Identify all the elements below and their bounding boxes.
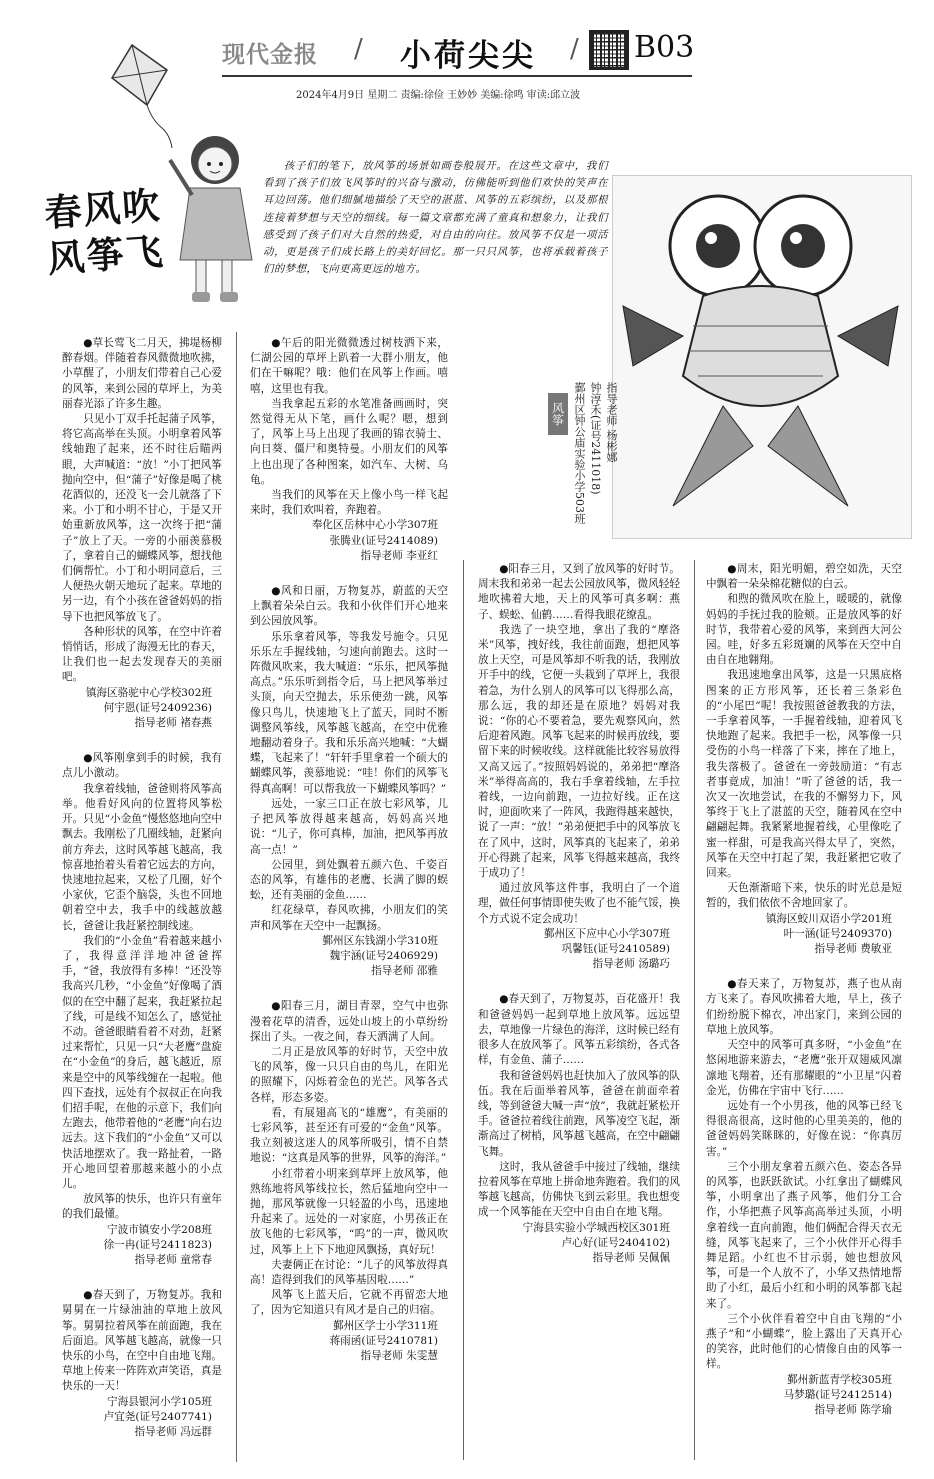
article-author: 魏宇涵(证号2406929)	[329, 949, 438, 962]
masthead	[222, 28, 742, 72]
article-teacher: 指导老师 汤璐巧	[592, 958, 670, 971]
article-teacher: 指导老师 陈学瑜	[814, 1403, 892, 1416]
divider-slash: /	[354, 34, 363, 64]
page-number: B03	[634, 30, 695, 65]
article-school: 宁海县银河小学105班	[107, 1395, 212, 1408]
article-teacher: 指导老师 冯远群	[134, 1426, 212, 1439]
qr-code-icon[interactable]	[589, 30, 629, 70]
goldfish-kite-icon	[613, 176, 911, 538]
article-author: 卢心好(证号2404102)	[561, 1236, 670, 1249]
section-title: 小荷尖尖	[400, 38, 536, 74]
divider-slash: /	[570, 34, 579, 64]
article-school: 鄞州区学士小学311班	[333, 1319, 438, 1332]
article: ●风筝刚拿到手的时候，我有点儿小激动。 我拿着线轴，爸爸则将风筝高举。他看好风向的位置将风筝松开。只见“小金鱼”慢悠悠地向空中飘去。我刚松了几圈线轴，赶紧向前方奔去，这时风筝越飞越高，我惊喜地抬着头看着它远去的方向，快速地拉起来，又松了几圈，好个小家伙，它歪个脑袋，头也不回地朝着空中去，我手中的线越放越长，爸爸让我赶紧控制线速。 我们的“小金鱼”看着越来越小了，我得意洋洋地冲爸爸挥手，“爸，我放得有多棒！”还没等我高兴几秒，“小金鱼”好像喝了酒似的在空中翻了起来，我赶紧拉起了线，可是线不知怎么了，感觉扯不动。爸爸眼睛看着不对劲，赶紧过来帮忙，只见一只“大老鹰”盘旋在“小金鱼”的身后，越飞越近，原来是空中的风筝线缠在一起啦。他四下查找，远处有个叔叔正在向我们招手呢，在他的示意下，我们向左跑去，他带着他的“老鹰”向右边远去。这下我们的“小金鱼”又可以快活地摆欢了。我一路扯着，一路开心地回望着那越来越小的小点儿。 放风筝的快乐，也许只有童年的我们最懂。 宁波市镇安小学208班 徐一冉(证号2411823) 指导老师 童常春	[62, 751, 222, 1268]
artwork-credit-school: 鄞州区钟公庙实验小学503班	[573, 382, 586, 524]
article-teacher: 指导老师 费敏亚	[814, 943, 892, 956]
column-divider	[463, 560, 464, 1460]
article-school: 镇海区蛟川双语小学201班	[765, 912, 892, 925]
artwork-credit-author: 钟淳禾(证号2411018)	[589, 382, 602, 495]
artwork-credit-teacher: 指导老师 杨彬娜	[605, 382, 618, 463]
feature-title: 春风吹 风筝飞	[43, 183, 166, 281]
artwork-fish-kite	[612, 175, 912, 539]
paper-name: 现代金报	[222, 41, 318, 68]
article-teacher: 指导老师 朱雯慧	[360, 1350, 438, 1362]
girl-illustration-icon	[160, 120, 265, 320]
column-divider	[694, 560, 695, 1460]
article-school: 奉化区岳林中心小学307班	[311, 519, 438, 532]
article-school: 鄞州新蓝青学校305班	[787, 1373, 892, 1386]
article: ●周末，阳光明媚，碧空如洗，天空中飘着一朵朵棉花糖似的白云。 和煦的微风吹在脸上，暖暖的，就像妈妈的手抚过我的脸颊。正是放风筝的好时节，我带着心爱的风筝，来到西大河公园。哇，好多五彩斑斓的风筝在天空中自由自在地翱翔。 我迅速地拿出风筝，这是一只黑底格图案的正方形风筝，还长着三条彩色的“小尾巴”呢！我按照爸爸教我的方法，一手拿着风筝，一手握着线轴，迎着风飞快地跑了起来。我把手一松，风筝像一只受伤的小鸟一样落了下来，摔在了地上，我失落极了。爸爸在一旁鼓励道：“有志者事竟成，加油！”听了爸爸的话，我一次又一次地尝试，在我的不懈努力下，风筝终于飞上了湛蓝的天空，随着风在空中翩翩起舞。我紧紧地握着线，心里像吃了蜜一样甜，可是我高兴得太早了，突然，风筝在天空中打起了架，我赶紧把它收了回来。 天色渐渐暗下来，快乐的时光总是短暂的，我们依依不舍地回家了。 镇海区蛟川双语小学201班 叶一涵(证号2409370) 指导老师 费敏亚	[706, 562, 902, 957]
article-teacher: 指导老师 童常春	[134, 1253, 212, 1266]
article-author: 何宇恩(证号2409236)	[103, 701, 212, 714]
article: ●草长莺飞二月天，拂堤杨柳醉春烟。伴随着春风微微地吹拂，小草醒了，小朋友们带着自己心爱的风筝，来到公园的草坪上，为美丽春光添了许多生趣。 只见小丁双手托起蒲子风筝，将它高高举在头顶。小明拿着风筝线轴跑了起来，还不时往后瞄两眼，大声喊道：“放！”小丁把风筝抛向空中，但“蒲子”好像是喝了桃花酒似的，还没飞一会儿就落了下来。小丁和小明不甘心，于是又开始重新放风筝，这一次终于把“蒲子”放上了天。一旁的小丽羡慕极了，拿着自己的蝴蝶风筝，想找他们俩帮忙。小丁和小明同意后，三人便热火朝天地玩了起来。草地的另一边，有个小孩在爸爸妈妈的指导下也把风筝放飞了。 各种形状的风筝，在空中许着悄悄话，形成了海漫无比的春天，让我们也一起去发现春天的美丽吧。 镇海区骆驼中心学校302班 何宇恩(证号2409236) 指导老师 褚春燕	[62, 336, 222, 731]
column-2	[250, 336, 448, 1384]
article: ●风和日丽，万物复苏，蔚蓝的天空上飘着朵朵白云。我和小伙伴们开心地来到公园放风筝。 乐乐拿着风筝，等我发号施令。只见乐乐左手握线轴，匀速向前跑去。这时一阵微风吹来，我大喊道：“乐乐，把风筝抛高点。”乐乐听到指令后，马上把风筝举过头顶，向天空抛去，乐乐使劲一跳，风筝像只鸟儿，快速地飞上了蓝天，同时不断调整风筝线，风筝越飞越高，在空中优雅地翻动着身子。我和乐乐高兴地喊：“大蝴蝶，飞起来了！”轩轩手里拿着一个硕大的蝴蝶风筝，羡慕地说：“哇！你们的风筝飞得真高啊！可以帮我放一下蝴蝶风筝吗？” 远处，一家三口正在放七彩风筝，儿子把风筝放得越来越高，妈妈高兴地说：“儿子，你可真棒，加油，把风筝再放高一点！” 公园里，到处飘着五颜六色、千姿百态的风筝，有雄伟的老鹰、长满了脚的蜈蚣，还有美丽的金鱼…… 红花绿草，春风吹拂，小朋友们的笑声和风筝在天空中一起飘扬。 鄞州区东钱湖小学310班 魏宇涵(证号2406929) 指导老师 邵雅	[250, 584, 448, 979]
article-teacher: 指导老师 吴佩佩	[592, 1251, 670, 1264]
article-school: 镇海区骆驼中心学校302班	[85, 686, 212, 699]
header-rule	[222, 75, 692, 77]
column-divider	[236, 332, 237, 1462]
artwork-badge: 风筝	[548, 393, 568, 435]
column-1	[62, 336, 222, 1460]
article: ●阳春三月，湖目青翠，空气中也弥漫着花草的清香，远处山坡上的小草纷纷探出了头。一夜之间，春天洒满了人间。 二月正是放风筝的好时节，天空中放飞的风筝，像一只只自由的鸟儿，在阳光的照耀下，闪烁着金色的光芒。风筝各式各样，形态多姿。 看，有展翅高飞的“雄鹰”，有美丽的七彩风筝，甚至还有可爱的“金鱼”风筝。我立刻被这迷人的风筝所吸引，情不自禁地说：“这真是风筝的世界，风筝的海洋。” 小红带着小明来到草坪上放风筝，他熟练地将风筝线拉长，然后猛地向空中一抛，那风筝就像一只轻盈的小鸟，迅速地升起来了。远处的一对家庭，小男孩正在放飞他的七彩风筝，“呜”的一声，微风吹过，风筝上上下下地迎风飘扬，真好玩！ 夫妻俩正在讨论：“儿子的风筝放得真高！造得到我们的风筝基因啦……” 风筝飞上蓝天后，它就不再留恋大地了，因为它知道只有风才是自己的归宿。 鄞州区学士小学311班 蒋雨函(证号2410781) 指导老师 朱雯慧	[250, 999, 448, 1364]
article-teacher: 指导老师 李亚红	[360, 549, 438, 562]
column-3	[478, 562, 680, 1286]
article-school: 鄞州区下应中心小学307班	[543, 927, 670, 940]
article-author: 张腾业(证号2414089)	[329, 534, 438, 547]
article-teacher: 指导老师 邵雅	[371, 965, 438, 978]
article-school: 宁波市镇安小学208班	[107, 1223, 212, 1236]
feature-intro: 孩子们的笔下，放风筝的场景如画卷般展开。在这些文章中，我们看到了孩子们放飞风筝时的兴奋与激动，仿佛能听到他们欢快的笑声在耳边回荡。他们细腻地描绘了天空的湛蓝、风筝的五彩缤纷，以及那根连接着梦想与天空的细线。每一篇文章都充满了童真和想象力，让我们感受到了孩子们对大自然的热爱，对自由的向往。放风筝不仅是一项活动，更是孩子们成长路上的美好回忆。那一只只风筝，也将承载着孩子们的梦想，飞向更高更远的地方。	[263, 160, 608, 276]
article-author: 蒋雨函(证号2410781)	[329, 1334, 438, 1347]
article-teacher: 指导老师 褚春燕	[134, 717, 212, 730]
article-author: 徐一冉(证号2411823)	[103, 1238, 212, 1251]
article-school: 宁海县实验小学城西校区301班	[522, 1221, 670, 1234]
article: ●阳春三月，又到了放风筝的好时节。周末我和弟弟一起去公园放风筝，微风轻轻地吹拂着大地，天上的风筝可真多啊：燕子、蜈蚣、仙鹤……看得我眼花缭乱。 我选了一块空地，拿出了我的“摩洛米”风筝，拽好线，我往前面跑，想把风筝放上天空，可是风筝却不听我的话，我刚放开手中的线，它便一头栽到了草坪上，我很着急，为什么别人的风筝可以飞得那么高，那么远，我的却还是在原地？妈妈对我说：“你的心不要着急，要先观察风向，然后迎着风跑。风筝飞起来的时候再放线，要留下来的时候收线。这样就能比较容易放得又高又远了。”按照妈妈说的，弟弟把“摩洛米”举得高高的，我右手拿着线轴，左手拉着线，一边向前跑，一边拉好线。正在这时，迎面吹来了一阵风，我跑得越来越快，说了一声：“放！”弟弟便把手中的风筝放飞在了风中，这时，风筝真的飞起来了，弟弟开心得跳了起来，风筝飞得越来越高，我终于成功了！ 通过放风筝这件事，我明白了一个道理，做任何事情即使失败了也不能气馁，换个方式说不定会成功！ 鄞州区下应中心小学307班 巩馨钰(证号2410589) 指导老师 汤璐巧	[478, 562, 680, 972]
article-school: 鄞州区东钱湖小学310班	[322, 934, 438, 947]
article-author: 叶一涵(证号2409370)	[783, 927, 892, 940]
article-author: 卢宜尧(证号2407741)	[103, 1410, 212, 1423]
issue-meta: 2024年4月9日 星期二 责编:徐俭 王妙妙 美编:徐鸣 审读:邱立波	[296, 90, 581, 101]
article: ●春天到了，万物复苏，百花盛开！我和爸爸妈妈一起到草地上放风筝。远远望去，草地像一片绿色的海洋，这时候已经有很多人在放风筝了。风筝五彩缤纷，各式各样，有金鱼、蒲子…… 我和爸爸妈妈也赶快加入了放风筝的队伍。我在后面举着风筝，爸爸在前面牵着线，等到爸爸大喊一声“放”，我就赶紧松开手。爸爸拉着线往前跑，风筝凌空飞起，渐渐高过了树梢，风筝越飞越高，在空中翩翩飞舞。 这时，我从爸爸手中接过了线轴，继续拉着风筝在草地上拼命地奔跑着。我们的风筝越飞越高，仿佛快飞到云彩里。我也想变成一个风筝能在天空中自由自在地飞翔。 宁海县实验小学城西校区301班 卢心好(证号2404102) 指导老师 吴佩佩	[478, 992, 680, 1266]
article-author: 马梦璐(证号2412514)	[783, 1388, 892, 1401]
article: ●午后的阳光微微透过树枝洒下来，仁湖公园的草坪上趴着一大群小朋友，他们在干嘛呢？哦：他们在风筝上作画。嘻嘻，这里也有我。 当我拿起五彩的水笔准备画画时，突然觉得无从下笔，画什么呢？嗯，想到了，风筝上马上出现了我画的锦衣骑士、向日葵、僵尸和奥特曼。小朋友们的风筝上也出现了各种图案，如汽车、大树、乌龟。 当我们的风筝在天上像小鸟一样飞起来时，我们欢叫着，奔跑着。 奉化区岳林中心小学307班 张腾业(证号2414089) 指导老师 李亚红	[250, 336, 448, 564]
article-author: 巩馨钰(证号2410589)	[561, 943, 670, 956]
article: ●春天来了，万物复苏，燕子也从南方飞来了。春风吹拂着大地，早上，孩子们纷纷脱下棉衣，冲出家门，来到公园的草地上放风筝。 天空中的风筝可真多呀，“小金鱼”在悠闲地游来游去，“老鹰”张开双翅威风凛凛地飞翔着，还有那耀眼的“小卫星”闪着金光，仿佛在宇宙中飞行…… 远处有一个小男孩，他的风筝已经飞得很高很高，这时他的心里美美的，他的爸爸妈妈笑眯眯的，好像在说：“你真厉害。” 三个小朋友拿着五颜六色、姿态各异的风筝，也跃跃欲试。小红拿出了蝴蝶风筝，小明拿出了燕子风筝，他们分工合作，小华把燕子风筝高高举过头顶，小明拿着线一直向前跑，他们俩配合得天衣无缝，风筝飞起来了，三个小伙伴开心得手舞足蹈。小红也不甘示弱，她也想放风筝，可是一个人放不了，小华又热情地帮助了小红，最后小红和小明的风筝都飞起来了。 三个小伙伴看着空中自由飞翔的“小燕子”和“小蝴蝶”，脸上露出了天真开心的笑容，此时他们的心情像自由的风筝一样。 鄞州新蓝青学校305班 马梦璐(证号2412514) 指导老师 陈学瑜	[706, 977, 902, 1418]
column-4	[706, 562, 902, 1438]
article: ●春天到了，万物复苏。我和舅舅在一片绿油油的草地上放风筝。舅舅拉着风筝在前面跑，我在后面追。风筝越飞越高，就像一只快乐的小鸟，在空中自由地飞翔。草地上传来一阵阵欢声笑语，真是快乐的一天！ 宁海县银河小学105班 卢宜尧(证号2407741) 指导老师 冯远群	[62, 1288, 222, 1440]
